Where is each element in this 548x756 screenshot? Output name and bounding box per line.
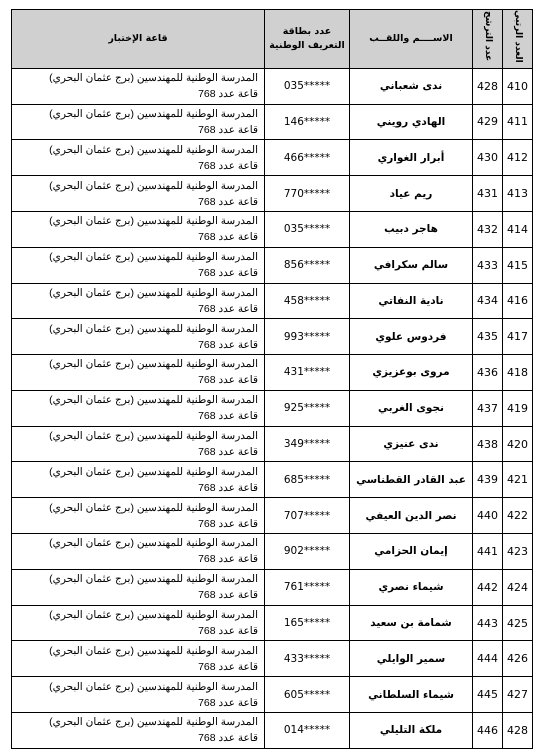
rank-cell: 412 bbox=[503, 140, 533, 176]
rank-cell: 415 bbox=[503, 247, 533, 283]
exam-room-number: قاعة عدد 768 bbox=[198, 374, 258, 387]
name-cell: الهادي رويني bbox=[350, 104, 473, 140]
candidate-number-cell: 437 bbox=[473, 390, 503, 426]
national-id-cell: 431***** bbox=[265, 355, 350, 391]
table-row bbox=[12, 211, 533, 247]
exam-room-cell bbox=[12, 140, 265, 176]
rank-cell: 427 bbox=[503, 677, 533, 713]
exam-room-cell bbox=[12, 426, 265, 462]
exam-room-number: قاعة عدد 768 bbox=[198, 302, 258, 315]
exam-room-number: قاعة عدد 768 bbox=[198, 625, 258, 638]
exam-room-school: المدرسة الوطنية للمهندسين (برج عثمان البحري) bbox=[49, 644, 258, 657]
rank-cell: 416 bbox=[503, 283, 533, 319]
rank-cell: 418 bbox=[503, 355, 533, 391]
national-id-cell: 035***** bbox=[265, 68, 350, 104]
national-id-cell: 146***** bbox=[265, 104, 350, 140]
exam-room-cell bbox=[12, 247, 265, 283]
exam-room-cell bbox=[12, 498, 265, 534]
table-row bbox=[12, 283, 533, 319]
table-header-row bbox=[12, 10, 533, 69]
table-row bbox=[12, 462, 533, 498]
candidate-number-cell: 434 bbox=[473, 283, 503, 319]
header-candidate-number: عدد الترشح bbox=[473, 10, 503, 69]
exam-room-school: المدرسة الوطنية للمهندسين (برج عثمان البحري) bbox=[49, 716, 258, 729]
rank-cell: 414 bbox=[503, 211, 533, 247]
national-id-cell: 458***** bbox=[265, 283, 350, 319]
exam-room-cell bbox=[12, 211, 265, 247]
rank-cell: 421 bbox=[503, 462, 533, 498]
candidate-number-cell: 438 bbox=[473, 426, 503, 462]
header-exam-room: قاعة الإختبار bbox=[12, 10, 265, 69]
candidate-number-cell: 431 bbox=[473, 176, 503, 212]
exam-room-school: المدرسة الوطنية للمهندسين (برج عثمان البحري) bbox=[49, 72, 258, 85]
candidate-number-cell: 446 bbox=[473, 713, 503, 749]
exam-room-cell bbox=[12, 605, 265, 641]
table-row bbox=[12, 426, 533, 462]
exam-room-cell bbox=[12, 176, 265, 212]
exam-room-school: المدرسة الوطنية للمهندسين (برج عثمان البحري) bbox=[49, 465, 258, 478]
name-cell: فردوس علوي bbox=[350, 319, 473, 355]
rank-cell: 411 bbox=[503, 104, 533, 140]
exam-room-school: المدرسة الوطنية للمهندسين (برج عثمان البحري) bbox=[49, 573, 258, 586]
rank-cell: 420 bbox=[503, 426, 533, 462]
name-cell: شمامة بن سعيد bbox=[350, 605, 473, 641]
table-row bbox=[12, 104, 533, 140]
name-cell: إيمان الحزامي bbox=[350, 534, 473, 570]
exam-room-number: قاعة عدد 768 bbox=[198, 696, 258, 709]
candidate-number-cell: 435 bbox=[473, 319, 503, 355]
exam-room-school: المدرسة الوطنية للمهندسين (برج عثمان البحري) bbox=[49, 322, 258, 335]
candidate-number-cell: 430 bbox=[473, 140, 503, 176]
exam-room-number: قاعة عدد 768 bbox=[198, 517, 258, 530]
exam-room-number: قاعة عدد 768 bbox=[198, 410, 258, 423]
table-row bbox=[12, 390, 533, 426]
name-cell: نصر الدين العيفي bbox=[350, 498, 473, 534]
exam-room-school: المدرسة الوطنية للمهندسين (برج عثمان البحري) bbox=[49, 286, 258, 299]
national-id-cell: 856***** bbox=[265, 247, 350, 283]
national-id-cell: 707***** bbox=[265, 498, 350, 534]
name-cell: ريم عياد bbox=[350, 176, 473, 212]
exam-room-number: قاعة عدد 768 bbox=[198, 553, 258, 566]
exam-room-cell bbox=[12, 104, 265, 140]
exam-room-cell bbox=[12, 319, 265, 355]
national-id-cell: 433***** bbox=[265, 641, 350, 677]
rank-cell: 426 bbox=[503, 641, 533, 677]
name-cell: شيماء نصري bbox=[350, 569, 473, 605]
national-id-cell: 761***** bbox=[265, 569, 350, 605]
exam-room-cell bbox=[12, 68, 265, 104]
table-row bbox=[12, 247, 533, 283]
exam-room-cell bbox=[12, 677, 265, 713]
table-row bbox=[12, 605, 533, 641]
candidate-number-cell: 428 bbox=[473, 68, 503, 104]
exam-room-number: قاعة عدد 768 bbox=[198, 195, 258, 208]
exam-room-cell bbox=[12, 534, 265, 570]
national-id-cell: 349***** bbox=[265, 426, 350, 462]
exam-room-cell bbox=[12, 569, 265, 605]
table-row bbox=[12, 498, 533, 534]
exam-room-number: قاعة عدد 768 bbox=[198, 267, 258, 280]
exam-room-number: قاعة عدد 768 bbox=[198, 88, 258, 101]
table-row bbox=[12, 569, 533, 605]
exam-room-school: المدرسة الوطنية للمهندسين (برج عثمان البحري) bbox=[49, 680, 258, 693]
exam-room-school: المدرسة الوطنية للمهندسين (برج عثمان البحري) bbox=[49, 143, 258, 156]
candidate-number-cell: 444 bbox=[473, 641, 503, 677]
exam-room-cell bbox=[12, 390, 265, 426]
table-row bbox=[12, 355, 533, 391]
name-cell: مروى بوعزيزي bbox=[350, 355, 473, 391]
exam-room-number: قاعة عدد 768 bbox=[198, 446, 258, 459]
rank-cell: 410 bbox=[503, 68, 533, 104]
candidate-number-cell: 432 bbox=[473, 211, 503, 247]
national-id-cell: 035***** bbox=[265, 211, 350, 247]
candidate-number-cell: 440 bbox=[473, 498, 503, 534]
name-cell: ندى عنيزي bbox=[350, 426, 473, 462]
candidate-number-cell: 442 bbox=[473, 569, 503, 605]
national-id-cell: 014***** bbox=[265, 713, 350, 749]
candidate-number-cell: 443 bbox=[473, 605, 503, 641]
exam-room-number: قاعة عدد 768 bbox=[198, 159, 258, 172]
name-cell: ملكة التليلي bbox=[350, 713, 473, 749]
exam-room-table bbox=[11, 9, 533, 749]
rank-cell: 413 bbox=[503, 176, 533, 212]
exam-room-school: المدرسة الوطنية للمهندسين (برج عثمان البحري) bbox=[49, 501, 258, 514]
table-row bbox=[12, 534, 533, 570]
exam-room-number: قاعة عدد 768 bbox=[198, 481, 258, 494]
exam-room-number: قاعة عدد 768 bbox=[198, 338, 258, 351]
table-row bbox=[12, 677, 533, 713]
exam-room-number: قاعة عدد 768 bbox=[198, 231, 258, 244]
national-id-cell: 925***** bbox=[265, 390, 350, 426]
exam-room-school: المدرسة الوطنية للمهندسين (برج عثمان البحري) bbox=[49, 430, 258, 443]
exam-room-cell bbox=[12, 462, 265, 498]
name-cell: عبد القادر القطناسي bbox=[350, 462, 473, 498]
national-id-cell: 770***** bbox=[265, 176, 350, 212]
exam-room-number: قاعة عدد 768 bbox=[198, 589, 258, 602]
table-row bbox=[12, 68, 533, 104]
candidate-number-cell: 429 bbox=[473, 104, 503, 140]
candidate-number-cell: 445 bbox=[473, 677, 503, 713]
exam-room-school: المدرسة الوطنية للمهندسين (برج عثمان البحري) bbox=[49, 358, 258, 371]
name-cell: شيماء السلطاني bbox=[350, 677, 473, 713]
exam-room-school: المدرسة الوطنية للمهندسين (برج عثمان البحري) bbox=[49, 107, 258, 120]
header-national-id: عدد بطاقة التعريف الوطنية bbox=[265, 10, 350, 69]
national-id-cell: 165***** bbox=[265, 605, 350, 641]
name-cell: نادية النفاتي bbox=[350, 283, 473, 319]
exam-room-cell bbox=[12, 283, 265, 319]
exam-room-cell bbox=[12, 713, 265, 749]
exam-room-school: المدرسة الوطنية للمهندسين (برج عثمان البحري) bbox=[49, 251, 258, 264]
exam-room-school: المدرسة الوطنية للمهندسين (برج عثمان البحري) bbox=[49, 537, 258, 550]
candidate-number-cell: 436 bbox=[473, 355, 503, 391]
national-id-cell: 605***** bbox=[265, 677, 350, 713]
rank-cell: 424 bbox=[503, 569, 533, 605]
table-row bbox=[12, 176, 533, 212]
table-row bbox=[12, 641, 533, 677]
candidate-number-cell: 433 bbox=[473, 247, 503, 283]
name-cell: أبرار الغواري bbox=[350, 140, 473, 176]
national-id-cell: 993***** bbox=[265, 319, 350, 355]
exam-room-school: المدرسة الوطنية للمهندسين (برج عثمان البحري) bbox=[49, 215, 258, 228]
exam-room-number: قاعة عدد 768 bbox=[198, 660, 258, 673]
rank-cell: 423 bbox=[503, 534, 533, 570]
name-cell: نجوى الغربي bbox=[350, 390, 473, 426]
rank-cell: 425 bbox=[503, 605, 533, 641]
exam-room-school: المدرسة الوطنية للمهندسين (برج عثمان البحري) bbox=[49, 179, 258, 192]
name-cell: هاجر دبيب bbox=[350, 211, 473, 247]
exam-room-cell bbox=[12, 641, 265, 677]
exam-room-school: المدرسة الوطنية للمهندسين (برج عثمان البحري) bbox=[49, 609, 258, 622]
rank-cell: 428 bbox=[503, 713, 533, 749]
name-cell: سمير الوايلي bbox=[350, 641, 473, 677]
rank-cell: 417 bbox=[503, 319, 533, 355]
national-id-cell: 466***** bbox=[265, 140, 350, 176]
candidate-number-cell: 439 bbox=[473, 462, 503, 498]
candidate-number-cell: 441 bbox=[473, 534, 503, 570]
exam-room-number: قاعة عدد 768 bbox=[198, 123, 258, 136]
exam-room-school: المدرسة الوطنية للمهندسين (برج عثمان البحري) bbox=[49, 394, 258, 407]
results-sheet bbox=[11, 9, 532, 749]
national-id-cell: 902***** bbox=[265, 534, 350, 570]
header-name: الاســــم واللقــب bbox=[350, 10, 473, 69]
table-row bbox=[12, 713, 533, 749]
name-cell: سالم سكرافي bbox=[350, 247, 473, 283]
exam-room-cell bbox=[12, 355, 265, 391]
rank-cell: 419 bbox=[503, 390, 533, 426]
name-cell: ندى شعباني bbox=[350, 68, 473, 104]
rank-cell: 422 bbox=[503, 498, 533, 534]
table-row bbox=[12, 319, 533, 355]
exam-room-number: قاعة عدد 768 bbox=[198, 732, 258, 745]
header-rank: العدد الرتبي bbox=[503, 10, 533, 69]
table-row bbox=[12, 140, 533, 176]
national-id-cell: 685***** bbox=[265, 462, 350, 498]
